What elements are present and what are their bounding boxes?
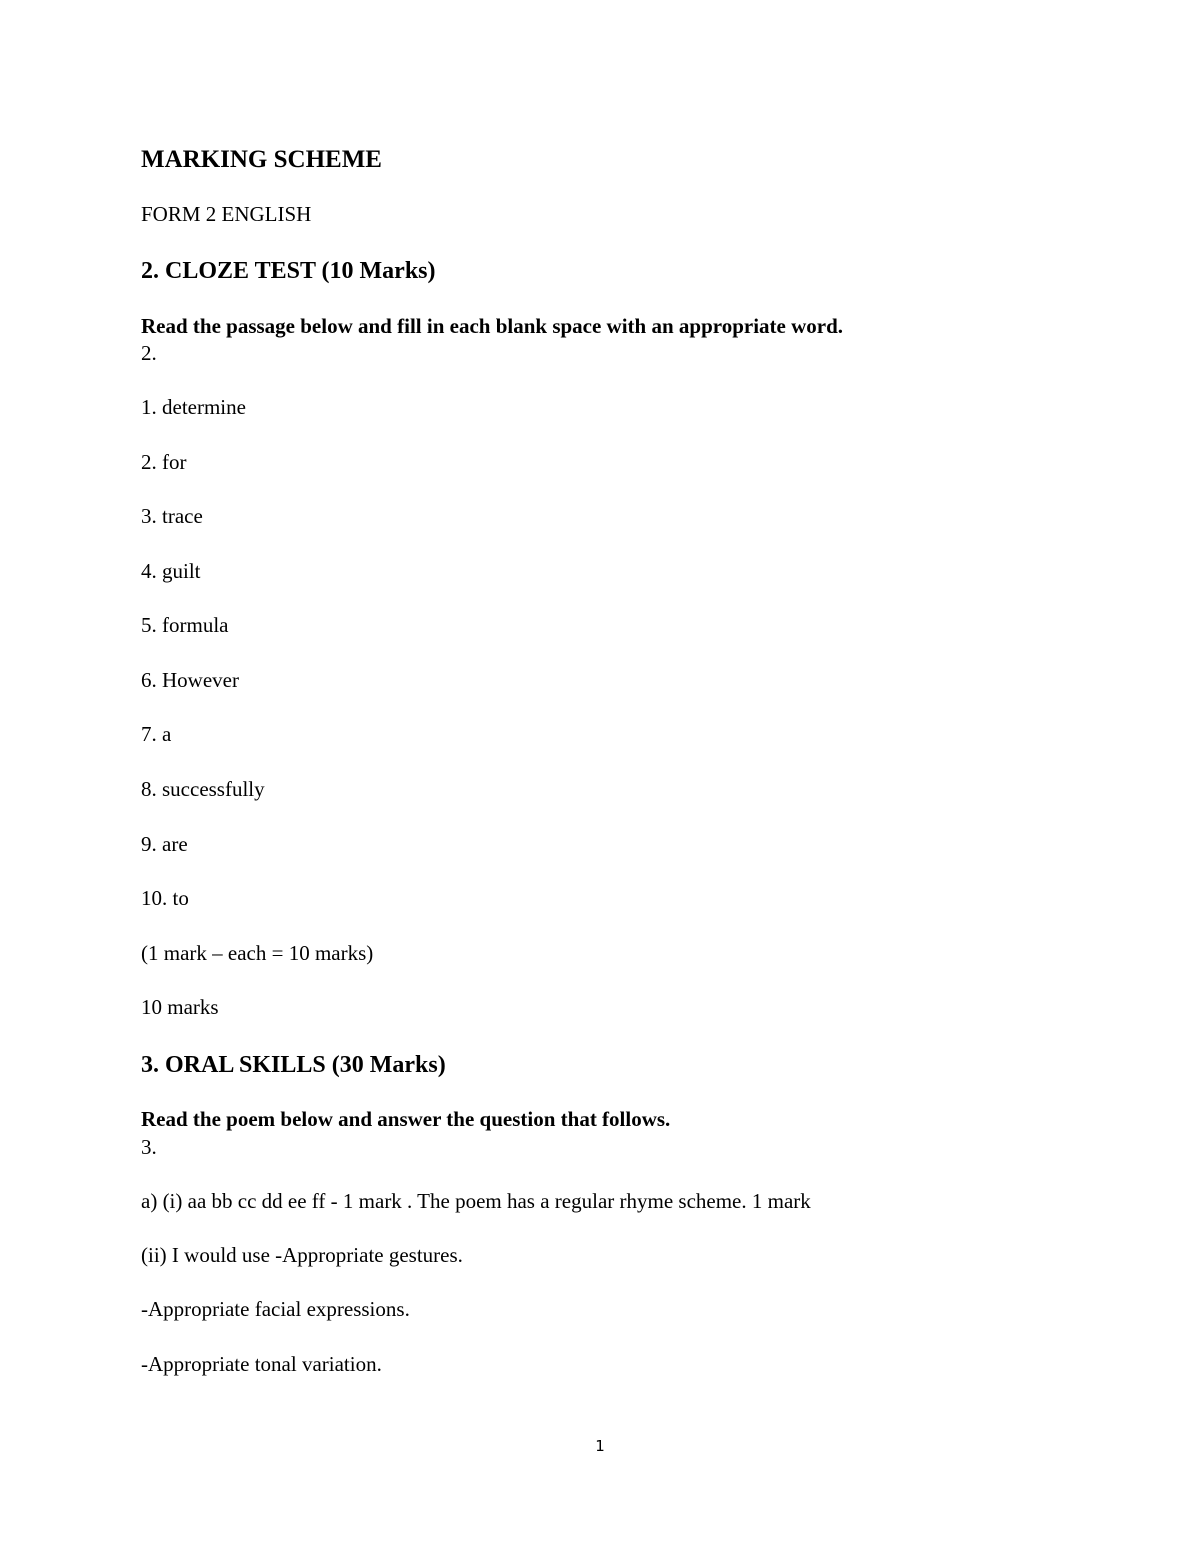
answer-item: 3. trace bbox=[141, 504, 203, 528]
answer-item: 2. for bbox=[141, 450, 187, 474]
document-subtitle: FORM 2 ENGLISH bbox=[141, 202, 312, 226]
answer-item: 9. are bbox=[141, 832, 188, 856]
answer-item: 10. to bbox=[141, 886, 189, 910]
section-2-heading: 2. CLOZE TEST (10 Marks) bbox=[141, 258, 436, 284]
answer-item: 1. determine bbox=[141, 395, 246, 419]
answer-item: 5. formula bbox=[141, 613, 229, 637]
answer-item: 8. successfully bbox=[141, 777, 265, 801]
section-3-heading: 3. ORAL SKILLS (30 Marks) bbox=[141, 1052, 446, 1078]
answer-line: -Appropriate facial expressions. bbox=[141, 1297, 410, 1321]
section-2-total: 10 marks bbox=[141, 995, 219, 1019]
answer-item: 4. guilt bbox=[141, 559, 201, 583]
answer-item: 6. However bbox=[141, 668, 239, 692]
section-3-number: 3. bbox=[141, 1135, 157, 1159]
answer-item: 7. a bbox=[141, 722, 172, 746]
marks-note: (1 mark – each = 10 marks) bbox=[141, 941, 374, 965]
section-2-number: 2. bbox=[141, 341, 157, 365]
section-2-instruction: Read the passage below and fill in each blank space with an appropriate word. bbox=[141, 314, 844, 338]
answer-line: (ii) I would use -Appropriate gestures. bbox=[141, 1243, 463, 1267]
page-number: 1 bbox=[595, 1437, 605, 1455]
document-title: MARKING SCHEME bbox=[141, 146, 382, 173]
answer-line: -Appropriate tonal variation. bbox=[141, 1352, 382, 1376]
answer-line: a) (i) aa bb cc dd ee ff - 1 mark . The poem has a regular rhyme scheme. 1 mark bbox=[141, 1189, 811, 1213]
section-3-instruction: Read the poem below and answer the question that follows. bbox=[141, 1107, 671, 1131]
